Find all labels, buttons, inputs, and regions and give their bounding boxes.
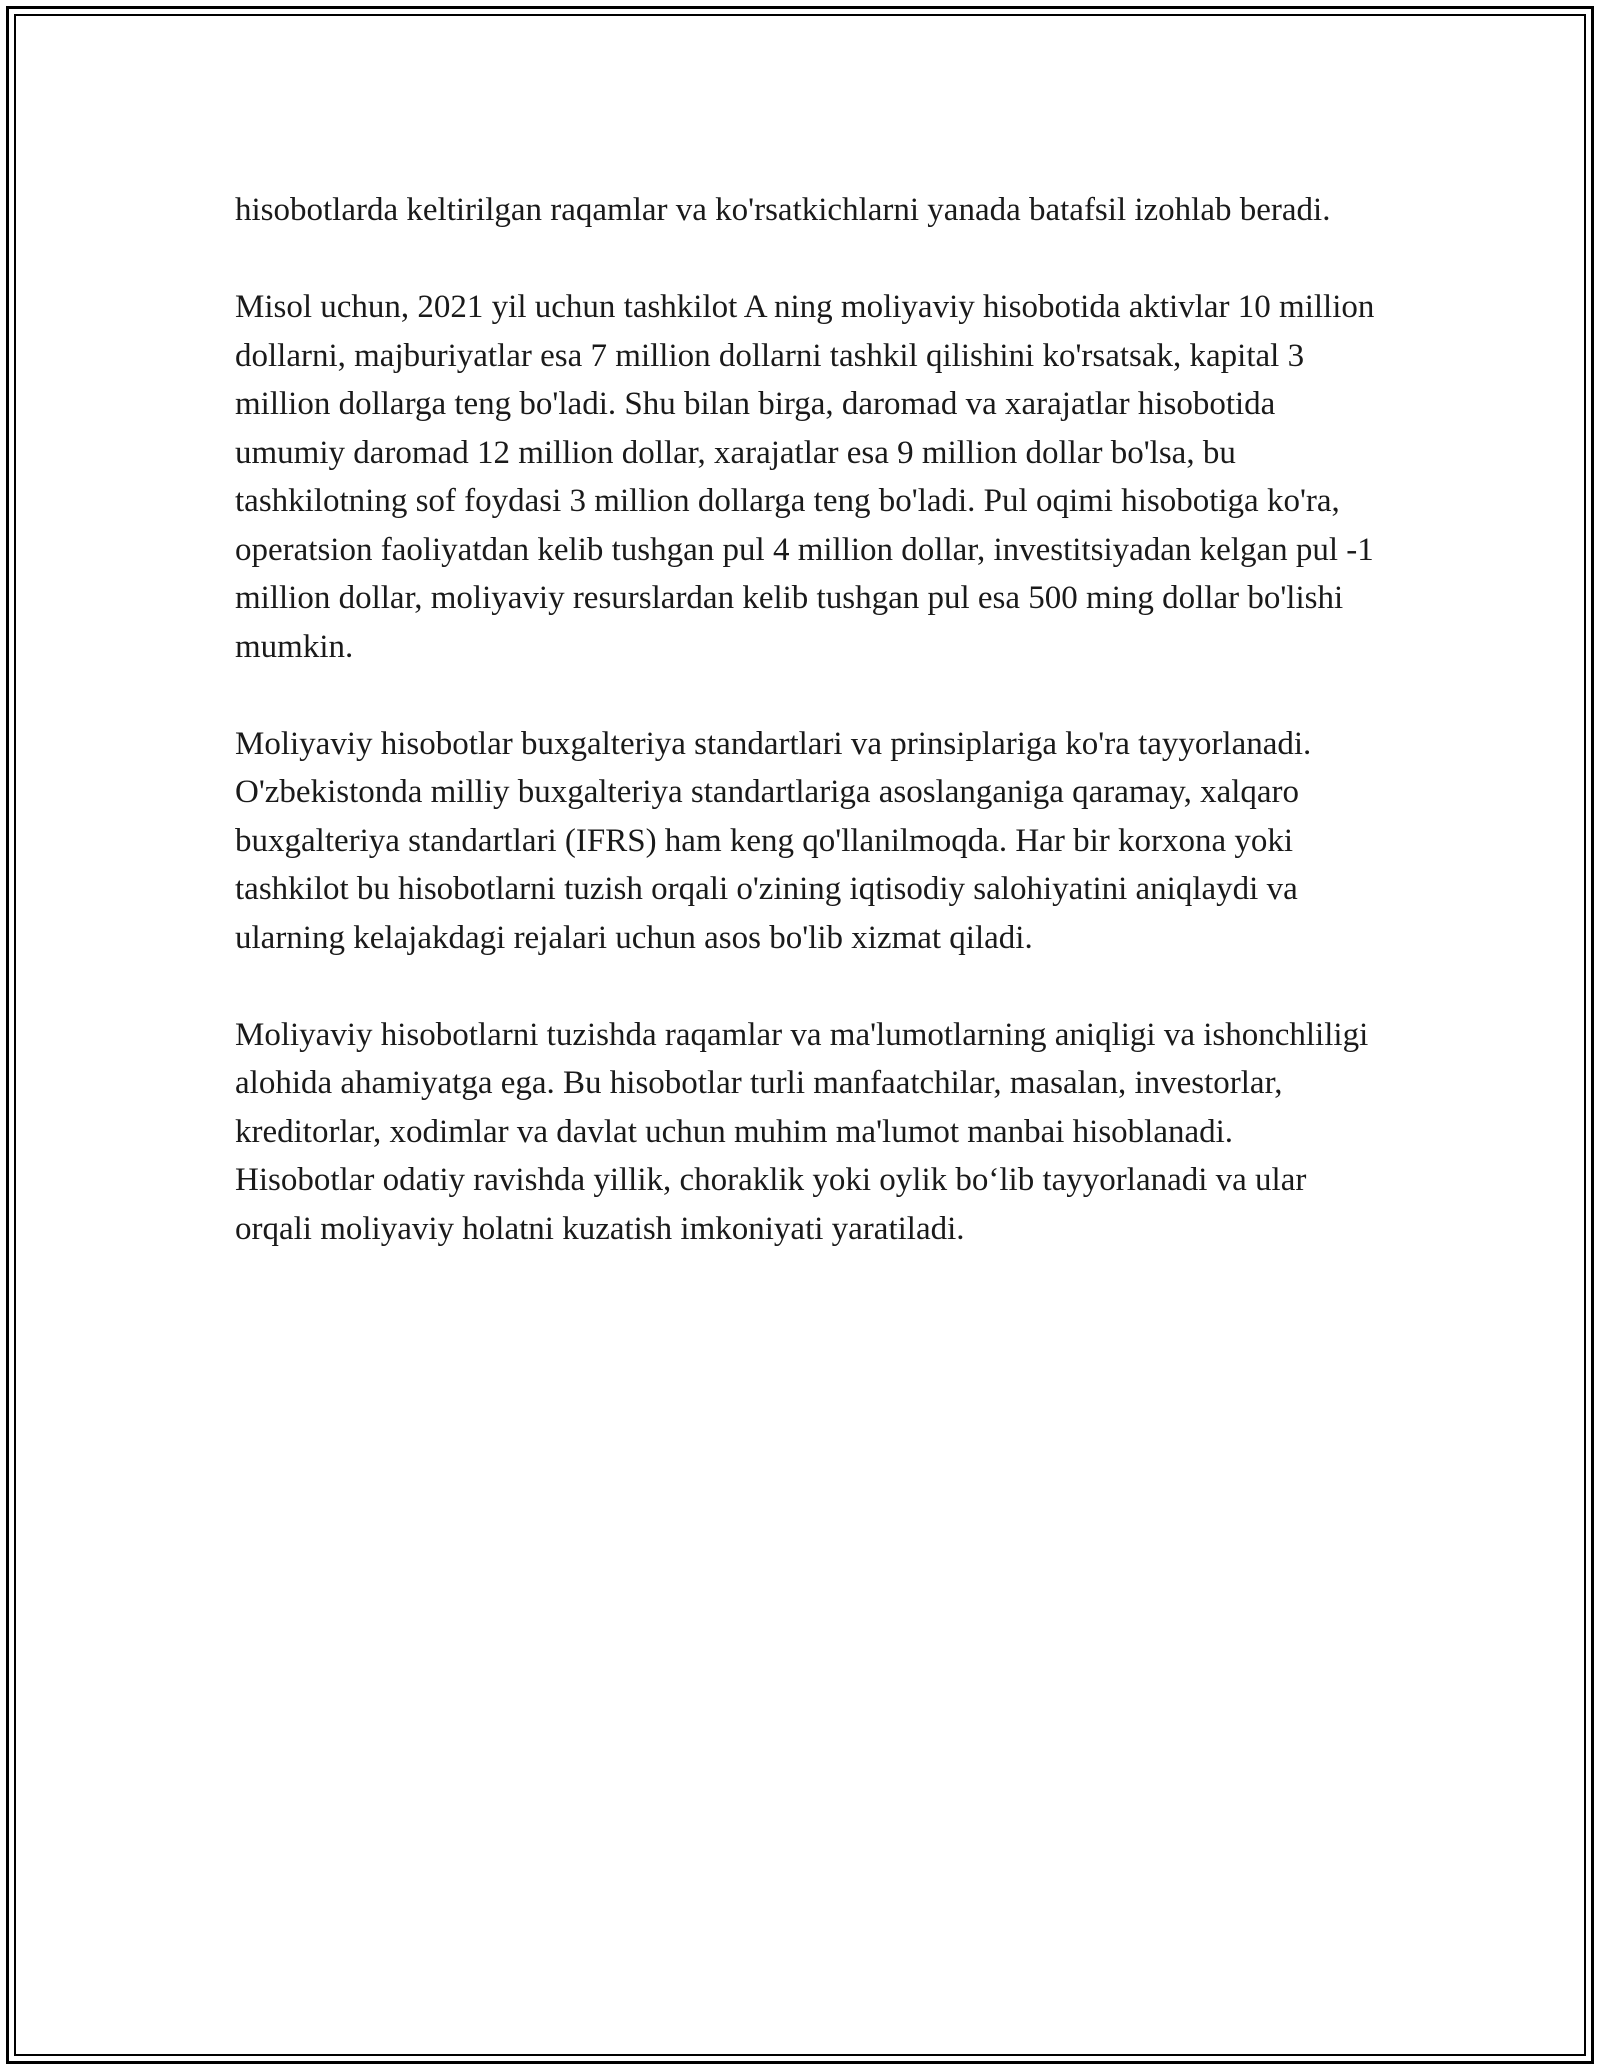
paragraph-1: hisobotlarda keltirilgan raqamlar va ko'rsatkichlarni yanada batafsil izohlab beradi. xyxy=(235,192,1331,228)
paragraph-3: Moliyaviy hisobotlar buxgalteriya standartlari va prinsiplariga ko'ra tayyorlanadi. O'zbekistonda milliy buxgalteriya standartlariga asoslanganiga qaramay, xalqaro buxgalteriya standartlari (IFRS) ham keng qo'llanilmoqda. Har bir korxona yoki tashkilot bu hisobotlarni tuzish orqali o'zining iqtisodiy salohiyatini aniqlaydi va ularning kelajakdagi rejalari uchun asos bo'lib xizmat qiladi. xyxy=(235,725,1312,956)
paragraph-4: Moliyaviy hisobotlarni tuzishda raqamlar va ma'lumotlarning aniqligi va ishonchliligi alohida ahamiyatga ega. Bu hisobotlar turli manfaatchilar, masalan, investorlar, kreditorlar, xodimlar va davlat uchun muhim ma'lumot manbai hisoblanadi. Hisobotlar odatiy ravishda yillik, choraklik yoki oylik bo‘lib tayyorlanadi va ular orqali moliyaviy holatni kuzatish imkoniyati yaratiladi. xyxy=(235,1016,1369,1247)
document-body xyxy=(235,186,1375,1302)
paragraph-2: Misol uchun, 2021 yil uchun tashkilot A ning moliyaviy hisobotida aktivlar 10 million dollarni, majburiyatlar esa 7 million dollarni tashkil qilishini ko'rsatsak, kapital 3 million dollarga teng bo'ladi. Shu bilan birga, daromad va xarajatlar hisobotida umumiy daromad 12 million dollar, xarajatlar esa 9 million dollar bo'lsa, bu tashkilotning sof foydasi 3 million dollarga teng bo'ladi. Pul oqimi hisobotiga ko'ra, operatsion faoliyatdan kelib tushgan pul 4 million dollar, investitsiyadan kelgan pul -1 million dollar, moliyaviy resurslardan kelib tushgan pul esa 500 ming dollar bo'lishi mumkin. xyxy=(235,289,1375,665)
